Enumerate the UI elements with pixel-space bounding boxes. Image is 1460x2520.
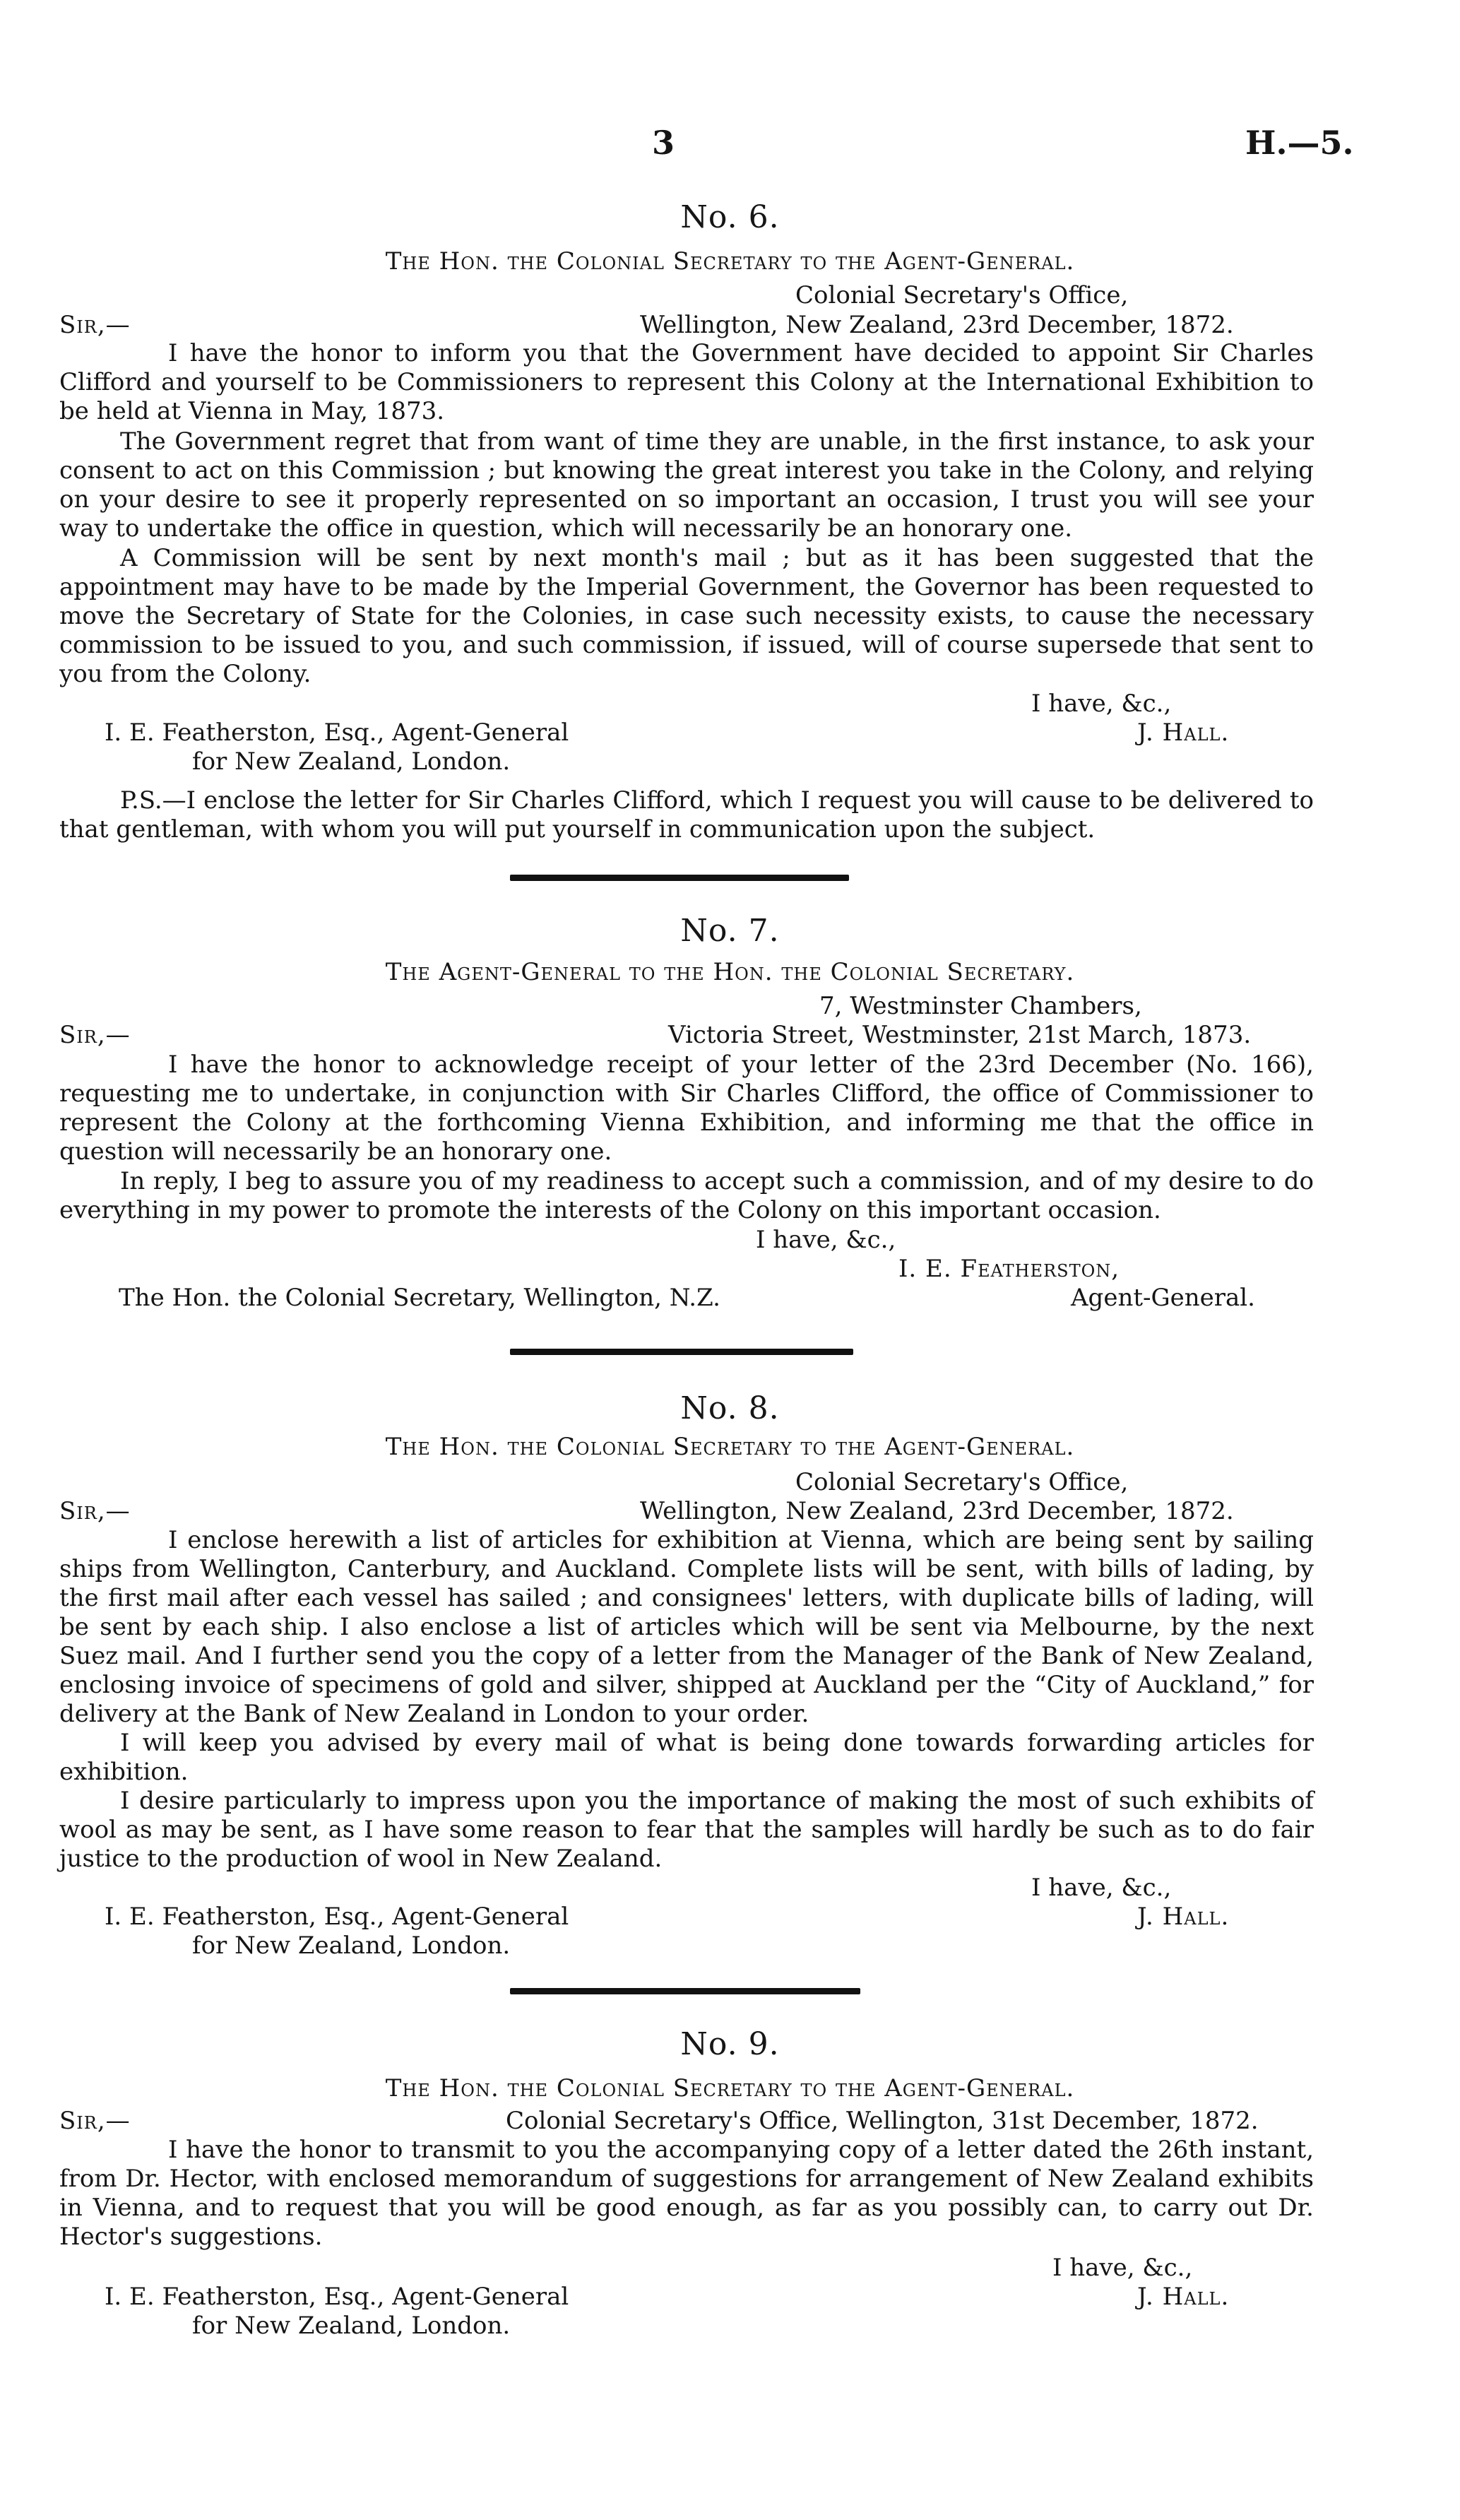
page-number: 3: [652, 124, 675, 162]
sender-address-line-1: Colonial Secretary's Office,: [795, 1468, 1129, 1496]
section-divider: [510, 875, 849, 881]
salutation: Sir,—: [59, 311, 131, 339]
body-paragraph: In reply, I beg to assure you of my readiness to accept such a commission, and of my desire to do everything in my power to promote the interests of the Colony on this important occasion.: [59, 1167, 1314, 1224]
signature: J. Hall.: [1137, 1903, 1230, 1931]
body-paragraph: I enclose herewith a list of articles for exhibition at Vienna, which are being sent by sailing ships from Wellington, Canterbury, and Auckland. Complete lists will be sent, with bills of lading, by the first mail after each vessel has sailed ; and consignees' letters, with duplicate bills of lading, will be sent by each ship. I also enclose a list of articles which will be sent via Melbourne, by the next Suez mail. And I further send you the copy of a letter from the Manager of the Bank of New Zealand, enclosing invoice of specimens of gold and silver, shipped at Auckland per the “City of Auckland,” for delivery at the Bank of New Zealand in London to your order.: [59, 1526, 1314, 1728]
letter-number: No. 8.: [680, 1390, 780, 1426]
signature: J. Hall.: [1137, 2283, 1230, 2311]
closing: I have, &c.,: [1031, 690, 1172, 718]
letter-heading: The Hon. the Colonial Secretary to the Agent-General.: [385, 2074, 1075, 2102]
closing: I have, &c.,: [1031, 1874, 1172, 1902]
salutation: Sir,—: [59, 1497, 131, 1525]
signature: J. Hall.: [1137, 718, 1230, 747]
document-reference: H.—5.: [1245, 124, 1354, 162]
section-divider: [510, 1349, 853, 1355]
salutation: Sir,—: [59, 2107, 131, 2135]
sender-address-line-1: 7, Westminster Chambers,: [819, 992, 1142, 1020]
body-paragraph: The Government regret that from want of time they are unable, in the first instance, to ask your consent to act on this Commission ; but knowing the great interest you take in the Colony, and relying on your desire to see it properly represented on so important an occasion, I trust you will see your way to undertake the office in question, which will necessarily be an honorary one.: [59, 427, 1314, 543]
signature: I. E. Featherston,: [898, 1255, 1120, 1283]
postscript: P.S.—I enclose the letter for Sir Charles Clifford, which I request you will cause to be delivered to that gentleman, with whom you will put yourself in communication upon the subject.: [59, 786, 1314, 844]
addressee-line-1: I. E. Featherston, Esq., Agent-General: [105, 2283, 569, 2311]
body-paragraph: I have the honor to transmit to you the accompanying copy of a letter dated the 26th instant, from Dr. Hector, with enclosed memorandum of suggestions for arrangement of New Zealand exhibits in Vienna, and to request that you will be good enough, as far as you possibly can, to carry out Dr. Hector's suggestions.: [59, 2136, 1314, 2251]
letter-number: No. 7.: [680, 913, 780, 949]
letter-number: No. 9.: [680, 2026, 780, 2062]
body-paragraph: A Commission will be sent by next month's mail ; but as it has been suggested that the appointment may have to be made by the Imperial Government, the Governor has been requested to move the Secretary of State for the Colonies, in case such necessity exists, to cause the necessary commission to be issued to you, and such commission, if issued, will of course supersede that sent to you from the Colony.: [59, 544, 1314, 688]
letter-heading: The Agent-General to the Hon. the Colonial Secretary.: [385, 958, 1075, 986]
addressee-line-1: I. E. Featherston, Esq., Agent-General: [105, 718, 569, 747]
addressee-line-1: I. E. Featherston, Esq., Agent-General: [105, 1903, 569, 1931]
sender-address-line-1: Colonial Secretary's Office, Wellington, 31st December, 1872.: [506, 2107, 1259, 2135]
addressee-line-2: for New Zealand, London.: [192, 1932, 511, 1960]
closing: I have, &c.,: [756, 1226, 896, 1254]
body-paragraph: I will keep you advised by every mail of what is being done towards forwarding articles for exhibition.: [59, 1729, 1314, 1786]
sender-address-line-2: Wellington, New Zealand, 23rd December, 1872.: [640, 1497, 1234, 1525]
sender-address-line-1: Colonial Secretary's Office,: [795, 281, 1129, 309]
body-paragraph: I have the honor to inform you that the Government have decided to appoint Sir Charles Clifford and yourself to be Commissioners to represent this Colony at the International Exhibition to be held at Vienna in May, 1873.: [59, 339, 1314, 425]
addressee-line-2: for New Zealand, London.: [192, 747, 511, 776]
letter-heading: The Hon. the Colonial Secretary to the Agent-General.: [385, 247, 1075, 276]
closing: I have, &c.,: [1052, 2254, 1193, 2282]
salutation: Sir,—: [59, 1021, 131, 1049]
addressee-line-1: The Hon. the Colonial Secretary, Wellington, N.Z.: [119, 1284, 720, 1312]
addressee-line-2: for New Zealand, London.: [192, 2312, 511, 2340]
sender-address-line-2: Wellington, New Zealand, 23rd December, 1872.: [640, 311, 1234, 339]
sender-address-line-2: Victoria Street, Westminster, 21st March, 1873.: [668, 1021, 1252, 1049]
letter-number: No. 6.: [680, 199, 780, 235]
signature-title: Agent-General.: [1071, 1284, 1255, 1312]
body-paragraph: I desire particularly to impress upon you the importance of making the most of such exhibits of wool as may be sent, as I have some reason to fear that the samples will hardly be such as to do fair justice to the production of wool in New Zealand.: [59, 1787, 1314, 1873]
letter-heading: The Hon. the Colonial Secretary to the Agent-General.: [385, 1433, 1075, 1461]
section-divider: [510, 1988, 860, 1994]
body-paragraph: I have the honor to acknowledge receipt of your letter of the 23rd December (No. 166), requesting me to undertake, in conjunction with Sir Charles Clifford, the office of Commissioner to represent the Colony at the forthcoming Vienna Exhibition, and informing me that the office in question will necessarily be an honorary one.: [59, 1051, 1314, 1166]
